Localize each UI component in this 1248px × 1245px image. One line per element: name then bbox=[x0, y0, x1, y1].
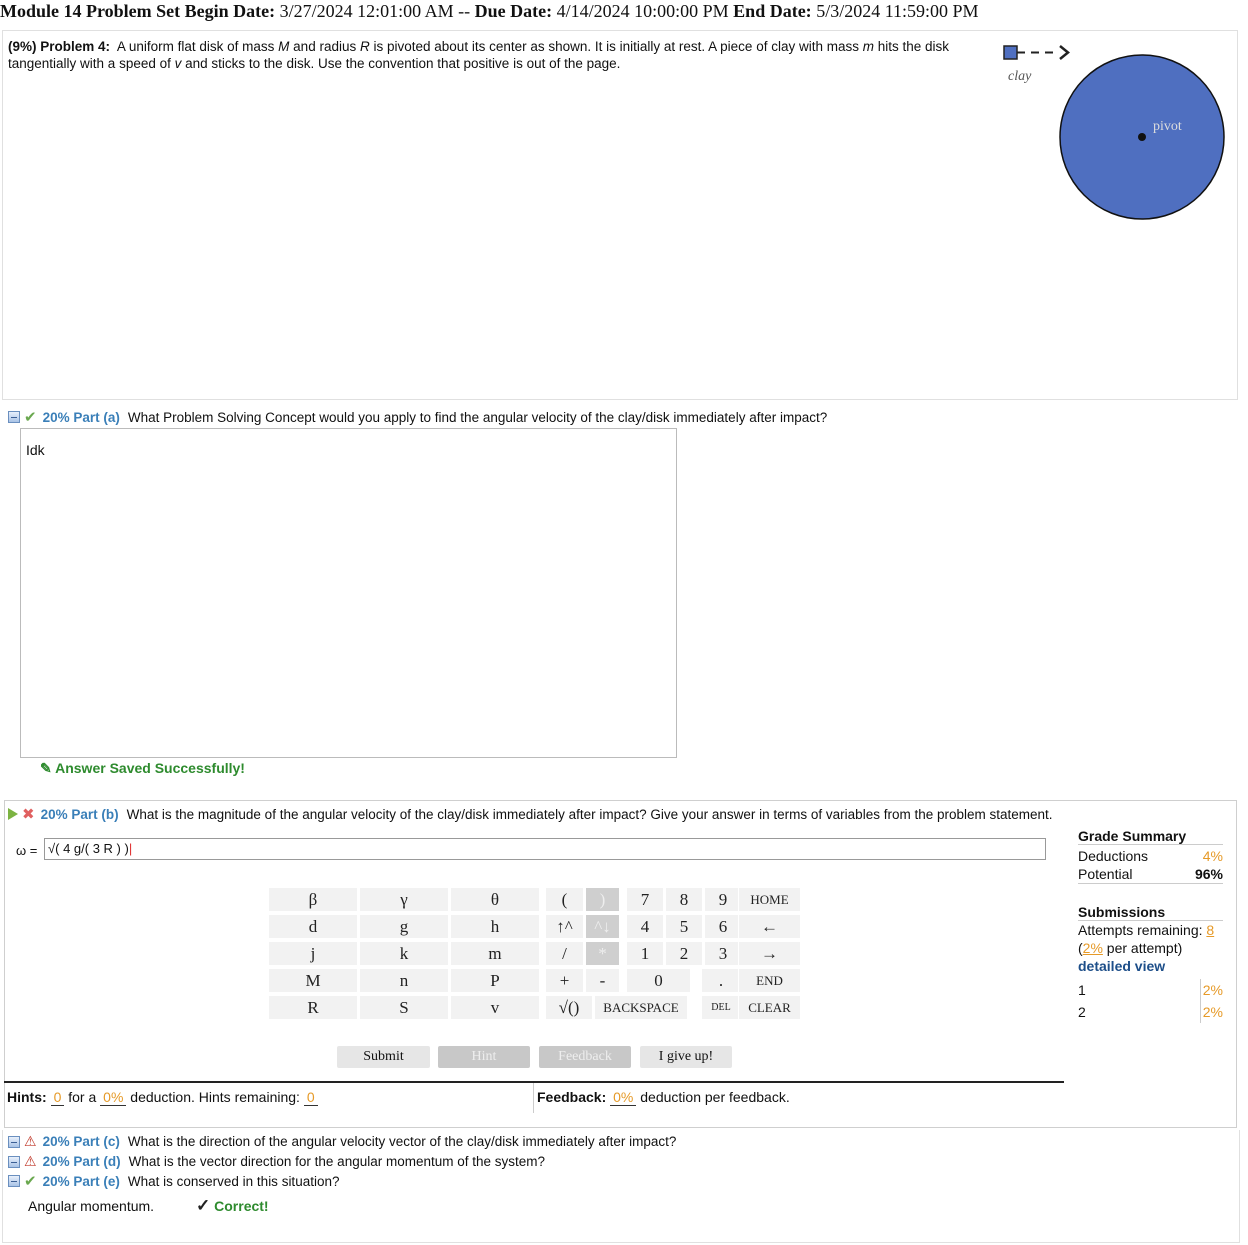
pivot-label: pivot bbox=[1153, 119, 1182, 134]
date-separator: -- bbox=[458, 1, 471, 21]
correct-message bbox=[196, 1196, 269, 1216]
hints-count: 0 bbox=[51, 1089, 65, 1106]
per-attempt-pct: 2% bbox=[1082, 940, 1103, 956]
attempts-value: 8 bbox=[1206, 922, 1215, 938]
problem-text-4: hits the disk tangentially with a speed of bbox=[8, 39, 950, 71]
collapse-icon[interactable] bbox=[8, 1156, 20, 1168]
part-e-question: What is conserved in this situation? bbox=[127, 1173, 340, 1189]
key-7[interactable]: 7 bbox=[626, 887, 664, 912]
key-beta[interactable]: β bbox=[268, 887, 358, 912]
x-mark-icon: ✖ bbox=[22, 806, 35, 823]
key-open-paren[interactable]: ( bbox=[545, 887, 584, 912]
key-4[interactable]: 4 bbox=[626, 914, 664, 939]
hints-divider bbox=[533, 1083, 534, 1113]
key-m[interactable]: m bbox=[450, 941, 540, 966]
attempts-label: Attempts remaining: bbox=[1078, 922, 1203, 938]
problem-label: Problem 4: bbox=[40, 39, 111, 54]
key-end[interactable]: END bbox=[738, 968, 801, 993]
potential-row bbox=[1078, 865, 1223, 884]
problem-text-5: and sticks to the disk. Use the convention that positive is out of the page. bbox=[185, 56, 621, 71]
per-open: ( bbox=[1078, 940, 1083, 956]
end-date-label: End Date: bbox=[733, 1, 812, 21]
pencil-icon: ✎ bbox=[40, 760, 52, 776]
check-icon: ✔ bbox=[24, 1173, 37, 1190]
key-right-arrow[interactable]: → bbox=[738, 941, 801, 966]
submission-row bbox=[1078, 1001, 1223, 1023]
begin-date-label: Begin Date: bbox=[184, 1, 276, 21]
var-R: R bbox=[359, 39, 370, 54]
key-k[interactable]: k bbox=[359, 941, 449, 966]
key-j[interactable]: j bbox=[268, 941, 358, 966]
saved-text: Answer Saved Successfully! bbox=[55, 760, 245, 776]
var-m: m bbox=[862, 39, 874, 54]
key-sqrt[interactable]: √() bbox=[545, 995, 593, 1020]
part-b-pct: 20% Part (b) bbox=[40, 806, 119, 822]
key-gamma[interactable]: γ bbox=[359, 887, 449, 912]
due-date-value: 4/14/2024 10:00:00 PM bbox=[556, 1, 729, 21]
key-subscript[interactable]: ^↓ bbox=[585, 914, 620, 939]
key-2[interactable]: 2 bbox=[665, 941, 703, 966]
potential-value: 96% bbox=[1194, 866, 1223, 882]
feedback-pct: 0% bbox=[610, 1089, 636, 1106]
potential-label: Potential bbox=[1078, 866, 1133, 882]
clay-square bbox=[1004, 46, 1017, 59]
key-6[interactable]: 6 bbox=[704, 914, 742, 939]
part-e-answer: Angular momentum. bbox=[28, 1198, 155, 1214]
key-S[interactable]: S bbox=[359, 995, 449, 1020]
grade-summary bbox=[1078, 828, 1223, 1023]
key-P[interactable]: P bbox=[450, 968, 540, 993]
answer-input-value: √( 4 g/( 3 R ) ) bbox=[48, 841, 129, 856]
problem-weight: (9%) bbox=[8, 39, 37, 54]
part-d-row[interactable] bbox=[8, 1153, 545, 1170]
warning-icon: ⚠ bbox=[24, 1153, 37, 1169]
hints-label: Hints: bbox=[7, 1089, 47, 1105]
part-b-row[interactable] bbox=[8, 805, 1053, 823]
pivot-point bbox=[1138, 133, 1146, 141]
feedback-info bbox=[537, 1089, 790, 1105]
key-backspace[interactable]: BACKSPACE bbox=[594, 995, 688, 1020]
key-close-paren[interactable]: ) bbox=[585, 887, 620, 912]
key-R[interactable]: R bbox=[268, 995, 358, 1020]
key-d[interactable]: d bbox=[268, 914, 358, 939]
submission-deduction: 2% bbox=[1200, 1001, 1223, 1023]
key-0[interactable]: 0 bbox=[626, 968, 691, 993]
var-M: M bbox=[278, 39, 290, 54]
deductions-row bbox=[1078, 847, 1223, 865]
page-header bbox=[0, 0, 979, 22]
omega-label: ω = bbox=[16, 843, 38, 858]
hints-pct: 0% bbox=[100, 1089, 126, 1106]
due-date-label: Due Date: bbox=[474, 1, 553, 21]
feedback-text: deduction per feedback. bbox=[640, 1089, 790, 1105]
part-a-question: What Problem Solving Concept would you apply to find the angular velocity of the clay/disk immediately after impact? bbox=[127, 409, 828, 425]
detailed-view-link[interactable]: detailed view bbox=[1078, 958, 1166, 974]
key-5[interactable]: 5 bbox=[665, 914, 703, 939]
part-a-pct: 20% Part (a) bbox=[42, 409, 120, 425]
module-title: Module 14 Problem Set bbox=[0, 1, 181, 21]
part-a-answer-textarea[interactable]: Idk bbox=[20, 428, 677, 758]
key-n[interactable]: n bbox=[359, 968, 449, 993]
submission-row bbox=[1078, 979, 1223, 1001]
part-c-row[interactable] bbox=[8, 1133, 676, 1150]
key-home[interactable]: HOME bbox=[738, 887, 801, 912]
key-minus[interactable]: - bbox=[585, 968, 620, 993]
submission-number: 2 bbox=[1078, 1004, 1086, 1020]
key-divide[interactable]: / bbox=[545, 941, 584, 966]
part-d-pct: 20% Part (d) bbox=[42, 1154, 121, 1169]
clay-label: clay bbox=[1008, 69, 1032, 84]
deductions-value: 4% bbox=[1202, 848, 1223, 864]
key-1[interactable]: 1 bbox=[626, 941, 664, 966]
play-icon[interactable] bbox=[8, 808, 18, 820]
key-left-arrow[interactable]: ← bbox=[738, 914, 801, 939]
var-v: v bbox=[174, 56, 182, 71]
submission-deduction: 2% bbox=[1200, 979, 1223, 1001]
disk-figure bbox=[995, 40, 1235, 230]
collapse-icon[interactable] bbox=[8, 1136, 20, 1148]
text-cursor: | bbox=[128, 841, 133, 856]
submission-number: 1 bbox=[1078, 982, 1086, 998]
key-theta[interactable]: θ bbox=[450, 887, 540, 912]
give-up-button[interactable]: I give up! bbox=[639, 1045, 733, 1069]
answer-saved-message bbox=[40, 760, 245, 777]
hint-button[interactable]: Hint bbox=[437, 1045, 531, 1069]
key-9[interactable]: 9 bbox=[704, 887, 742, 912]
per-attempt-text: per attempt) bbox=[1106, 940, 1183, 956]
warning-icon: ⚠ bbox=[24, 1133, 37, 1149]
begin-date-value: 3/27/2024 12:01:00 AM bbox=[279, 1, 454, 21]
problem-text-1: A uniform flat disk of mass bbox=[116, 39, 275, 54]
key-del[interactable]: DEL bbox=[701, 995, 741, 1020]
part-c-question: What is the direction of the angular velocity vector of the clay/disk immediately after impact? bbox=[127, 1134, 677, 1149]
check-icon: ✔ bbox=[24, 409, 37, 426]
part-d-question: What is the vector direction for the angular momentum of the system? bbox=[128, 1154, 546, 1169]
key-g[interactable]: g bbox=[359, 914, 449, 939]
part-e-row[interactable] bbox=[8, 1172, 339, 1190]
hints-info bbox=[7, 1089, 318, 1105]
key-clear[interactable]: CLEAR bbox=[738, 995, 801, 1020]
key-M[interactable]: M bbox=[268, 968, 358, 993]
attempts-info bbox=[1078, 921, 1223, 975]
submissions-title: Submissions bbox=[1078, 904, 1223, 921]
part-a-row[interactable] bbox=[8, 408, 827, 426]
key-8[interactable]: 8 bbox=[665, 887, 703, 912]
arrow-head bbox=[1060, 46, 1068, 59]
hints-remaining: 0 bbox=[304, 1089, 318, 1106]
part-c-pct: 20% Part (c) bbox=[42, 1134, 120, 1149]
key-power[interactable]: ↑^ bbox=[545, 914, 584, 939]
feedback-button[interactable]: Feedback bbox=[538, 1045, 632, 1069]
problem-text-3: is pivoted about its center as shown. It is initially at rest. A piece of clay with mass bbox=[373, 39, 859, 54]
key-v[interactable]: v bbox=[450, 995, 540, 1020]
key-h[interactable]: h bbox=[450, 914, 540, 939]
hints-deduction-text: deduction. Hints remaining: bbox=[130, 1089, 300, 1105]
deductions-label: Deductions bbox=[1078, 848, 1149, 864]
submit-button[interactable]: Submit bbox=[336, 1045, 431, 1069]
key-plus[interactable]: + bbox=[545, 968, 584, 993]
collapse-icon[interactable] bbox=[8, 1175, 20, 1187]
grade-summary-title: Grade Summary bbox=[1078, 828, 1223, 845]
collapse-icon[interactable] bbox=[8, 411, 20, 423]
checkmark-icon: ✓ bbox=[196, 1196, 211, 1215]
problem-text-2: and radius bbox=[293, 39, 357, 54]
correct-text: Correct! bbox=[214, 1198, 269, 1214]
problem-statement bbox=[8, 38, 983, 72]
key-3[interactable]: 3 bbox=[704, 941, 742, 966]
feedback-label: Feedback: bbox=[537, 1089, 607, 1105]
part-e-pct: 20% Part (e) bbox=[42, 1173, 120, 1189]
hints-for-a: for a bbox=[68, 1089, 97, 1105]
answer-input[interactable] bbox=[44, 838, 1046, 860]
key-multiply[interactable]: * bbox=[585, 941, 620, 966]
end-date-value: 5/3/2024 11:59:00 PM bbox=[816, 1, 979, 21]
part-b-question: What is the magnitude of the angular velocity of the clay/disk immediately after impact? Give your answer in terms of variables from the problem statement. bbox=[126, 806, 1053, 822]
key-dot[interactable]: . bbox=[701, 968, 741, 993]
